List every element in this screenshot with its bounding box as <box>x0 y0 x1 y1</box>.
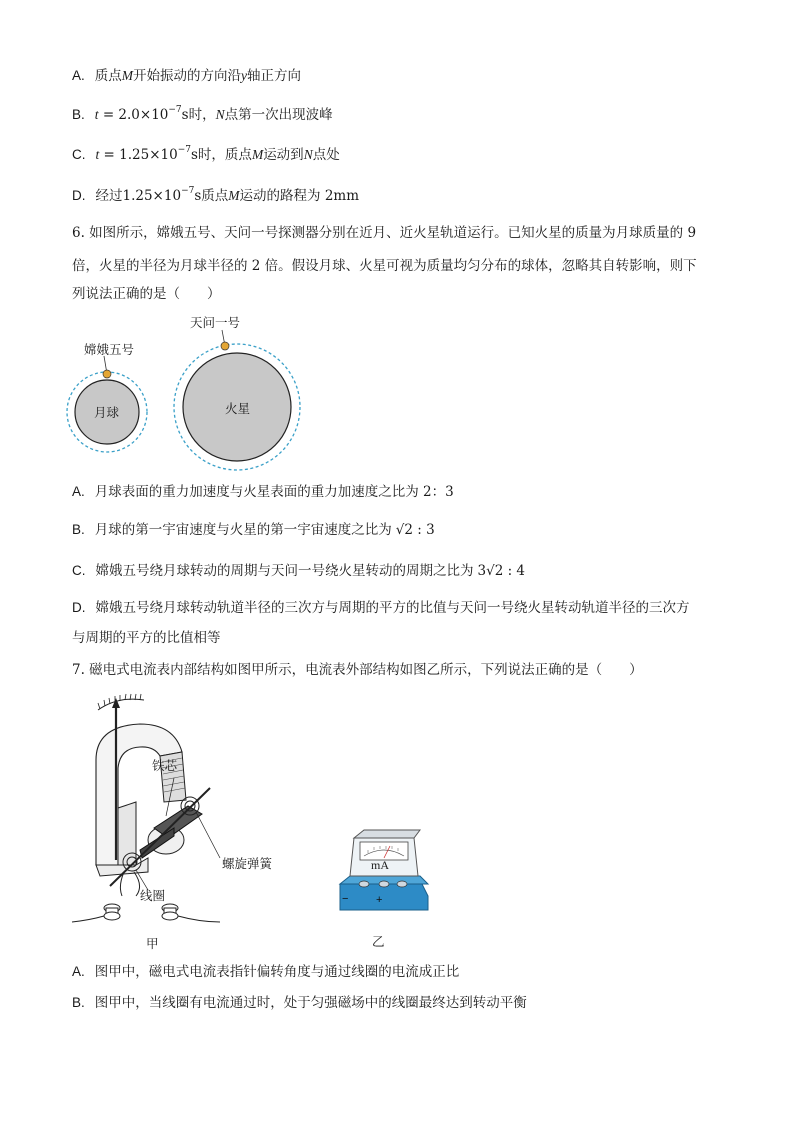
option-text: 开始振动的方向沿 <box>133 68 242 84</box>
label-iron-core: 铁芯 <box>152 758 178 773</box>
option-text: 嫦娥五号绕月球转动的周期与天问一号绕火星转动的周期之比为 <box>95 563 474 579</box>
option-text: s质点 <box>194 188 229 204</box>
q6-stem-line1: 6. 如图所示，嫦娥五号、天问一号探测器分别在近月、近火星轨道运行。已知火星的质量为月球质量的 9 <box>72 225 697 241</box>
option-label: D. <box>72 600 86 615</box>
q5-option-a <box>72 66 301 86</box>
label-tianwen: 天问一号 <box>190 315 241 330</box>
q6-stem-line3: 列说法正确的是（ ） <box>72 286 221 302</box>
math-value: 1.25×10 <box>122 188 182 204</box>
tianwen-probe <box>221 342 229 350</box>
galvanometer-internal-diagram <box>70 690 300 930</box>
change5-probe <box>103 370 111 378</box>
math-symbol: t <box>95 147 100 162</box>
meter-plus-label: + <box>376 894 383 906</box>
math-symbol: M <box>251 147 264 162</box>
label-mars: 火星 <box>225 401 251 416</box>
terminal-left <box>104 904 120 920</box>
option-label: B. <box>72 522 85 537</box>
label-spring: 螺旋弹簧 <box>222 856 273 871</box>
q6-figure <box>60 306 320 476</box>
exponent: −7 <box>177 144 191 155</box>
meter-unit-label: mA <box>371 858 389 872</box>
label-moon: 月球 <box>94 405 120 420</box>
option-label: D. <box>72 188 86 203</box>
q5-option-b <box>72 105 333 125</box>
math-symbol: N <box>215 107 225 122</box>
q7-option-a <box>72 962 459 982</box>
q5-option-c <box>72 145 340 165</box>
math-symbol: N <box>303 147 313 162</box>
option-text: 点第一次出现波峰 <box>224 107 333 123</box>
math-value: = 2.0×10 <box>98 107 169 123</box>
q7-stem: 7. 磁电式电流表内部结构如图甲所示，电流表外部结构如图乙所示，下列说法正确的是（ ） <box>72 662 643 678</box>
option-text: s时，质点 <box>191 147 252 163</box>
option-text: 月球表面的重力加速度与火星表面的重力加速度之比为 2：3 <box>94 484 454 500</box>
q7-option-b <box>72 993 527 1013</box>
pointer-tip <box>112 698 120 708</box>
option-label: A. <box>72 484 85 499</box>
option-text: 运动的路程为 2mm <box>239 188 360 204</box>
q6-option-d-line1 <box>72 598 690 618</box>
option-text: s时， <box>181 107 216 123</box>
caption-yi: 乙 <box>372 934 385 949</box>
math-ratio: √2 : 3 <box>395 522 435 538</box>
option-label: B. <box>72 995 85 1010</box>
option-text: 点处 <box>312 147 340 163</box>
external-wire-left <box>72 916 104 922</box>
option-text: 轴正方向 <box>247 68 302 84</box>
option-text: 月球的第一宇宙速度与火星的第一宇宙速度之比为 <box>94 522 392 538</box>
math-symbol: t <box>94 107 99 122</box>
q6-option-d-line2: 与周期的平方的比值相等 <box>72 630 221 646</box>
math-value: = 1.25×10 <box>99 147 178 163</box>
math-symbol: M <box>228 188 240 203</box>
q6-option-c <box>72 561 525 581</box>
option-text: 经过 <box>95 188 123 204</box>
meter-base <box>340 884 428 910</box>
terminal-right <box>162 904 178 920</box>
q5-option-d <box>72 186 359 206</box>
option-label: C. <box>72 147 86 162</box>
q7-figure-jia <box>70 690 300 951</box>
meter-minus-label: − <box>342 893 349 905</box>
q6-option-a <box>72 482 454 502</box>
leader-spring <box>196 812 220 858</box>
exponent: −7 <box>181 185 195 196</box>
external-wire-right <box>178 916 220 922</box>
option-text: 嫦娥五号绕月球转动轨道半径的三次方与周期的平方的比值与天问一号绕火星转动轨道半径的三次方 <box>95 600 690 616</box>
option-text: 运动到 <box>263 147 304 163</box>
caption-jia: 甲 <box>146 936 159 951</box>
q6-stem-line2: 倍，火星的半径为月球半径的 2 倍。假设月球、火星可视为质量均匀分布的球体，忽略其自转影响，则下 <box>72 258 697 274</box>
meter-terminals <box>359 881 407 887</box>
math-ratio: 3√2 : 4 <box>477 563 526 579</box>
option-label: C. <box>72 563 86 578</box>
label-coil: 线圈 <box>140 888 166 903</box>
option-label: A. <box>72 964 85 979</box>
label-change5: 嫦娥五号 <box>84 342 135 357</box>
exponent: −7 <box>168 104 182 115</box>
lead-wire-right <box>134 872 140 896</box>
meter-top <box>354 830 420 838</box>
q6-option-b <box>72 520 435 540</box>
orbit-diagram <box>60 306 320 476</box>
option-text: 图甲中，磁电式电流表指针偏转角度与通过线圈的电流成正比 <box>94 964 460 980</box>
magnet-pole-left <box>118 802 136 865</box>
math-symbol: M <box>121 68 134 83</box>
option-label: A. <box>72 68 85 83</box>
option-label: B. <box>72 107 85 122</box>
option-text: 质点 <box>94 68 122 84</box>
q7-figure-yi <box>336 826 432 948</box>
math-symbol: y <box>241 68 248 83</box>
option-text: 图甲中，当线圈有电流通过时，处于匀强磁场中的线圈最终达到转动平衡 <box>94 995 527 1011</box>
